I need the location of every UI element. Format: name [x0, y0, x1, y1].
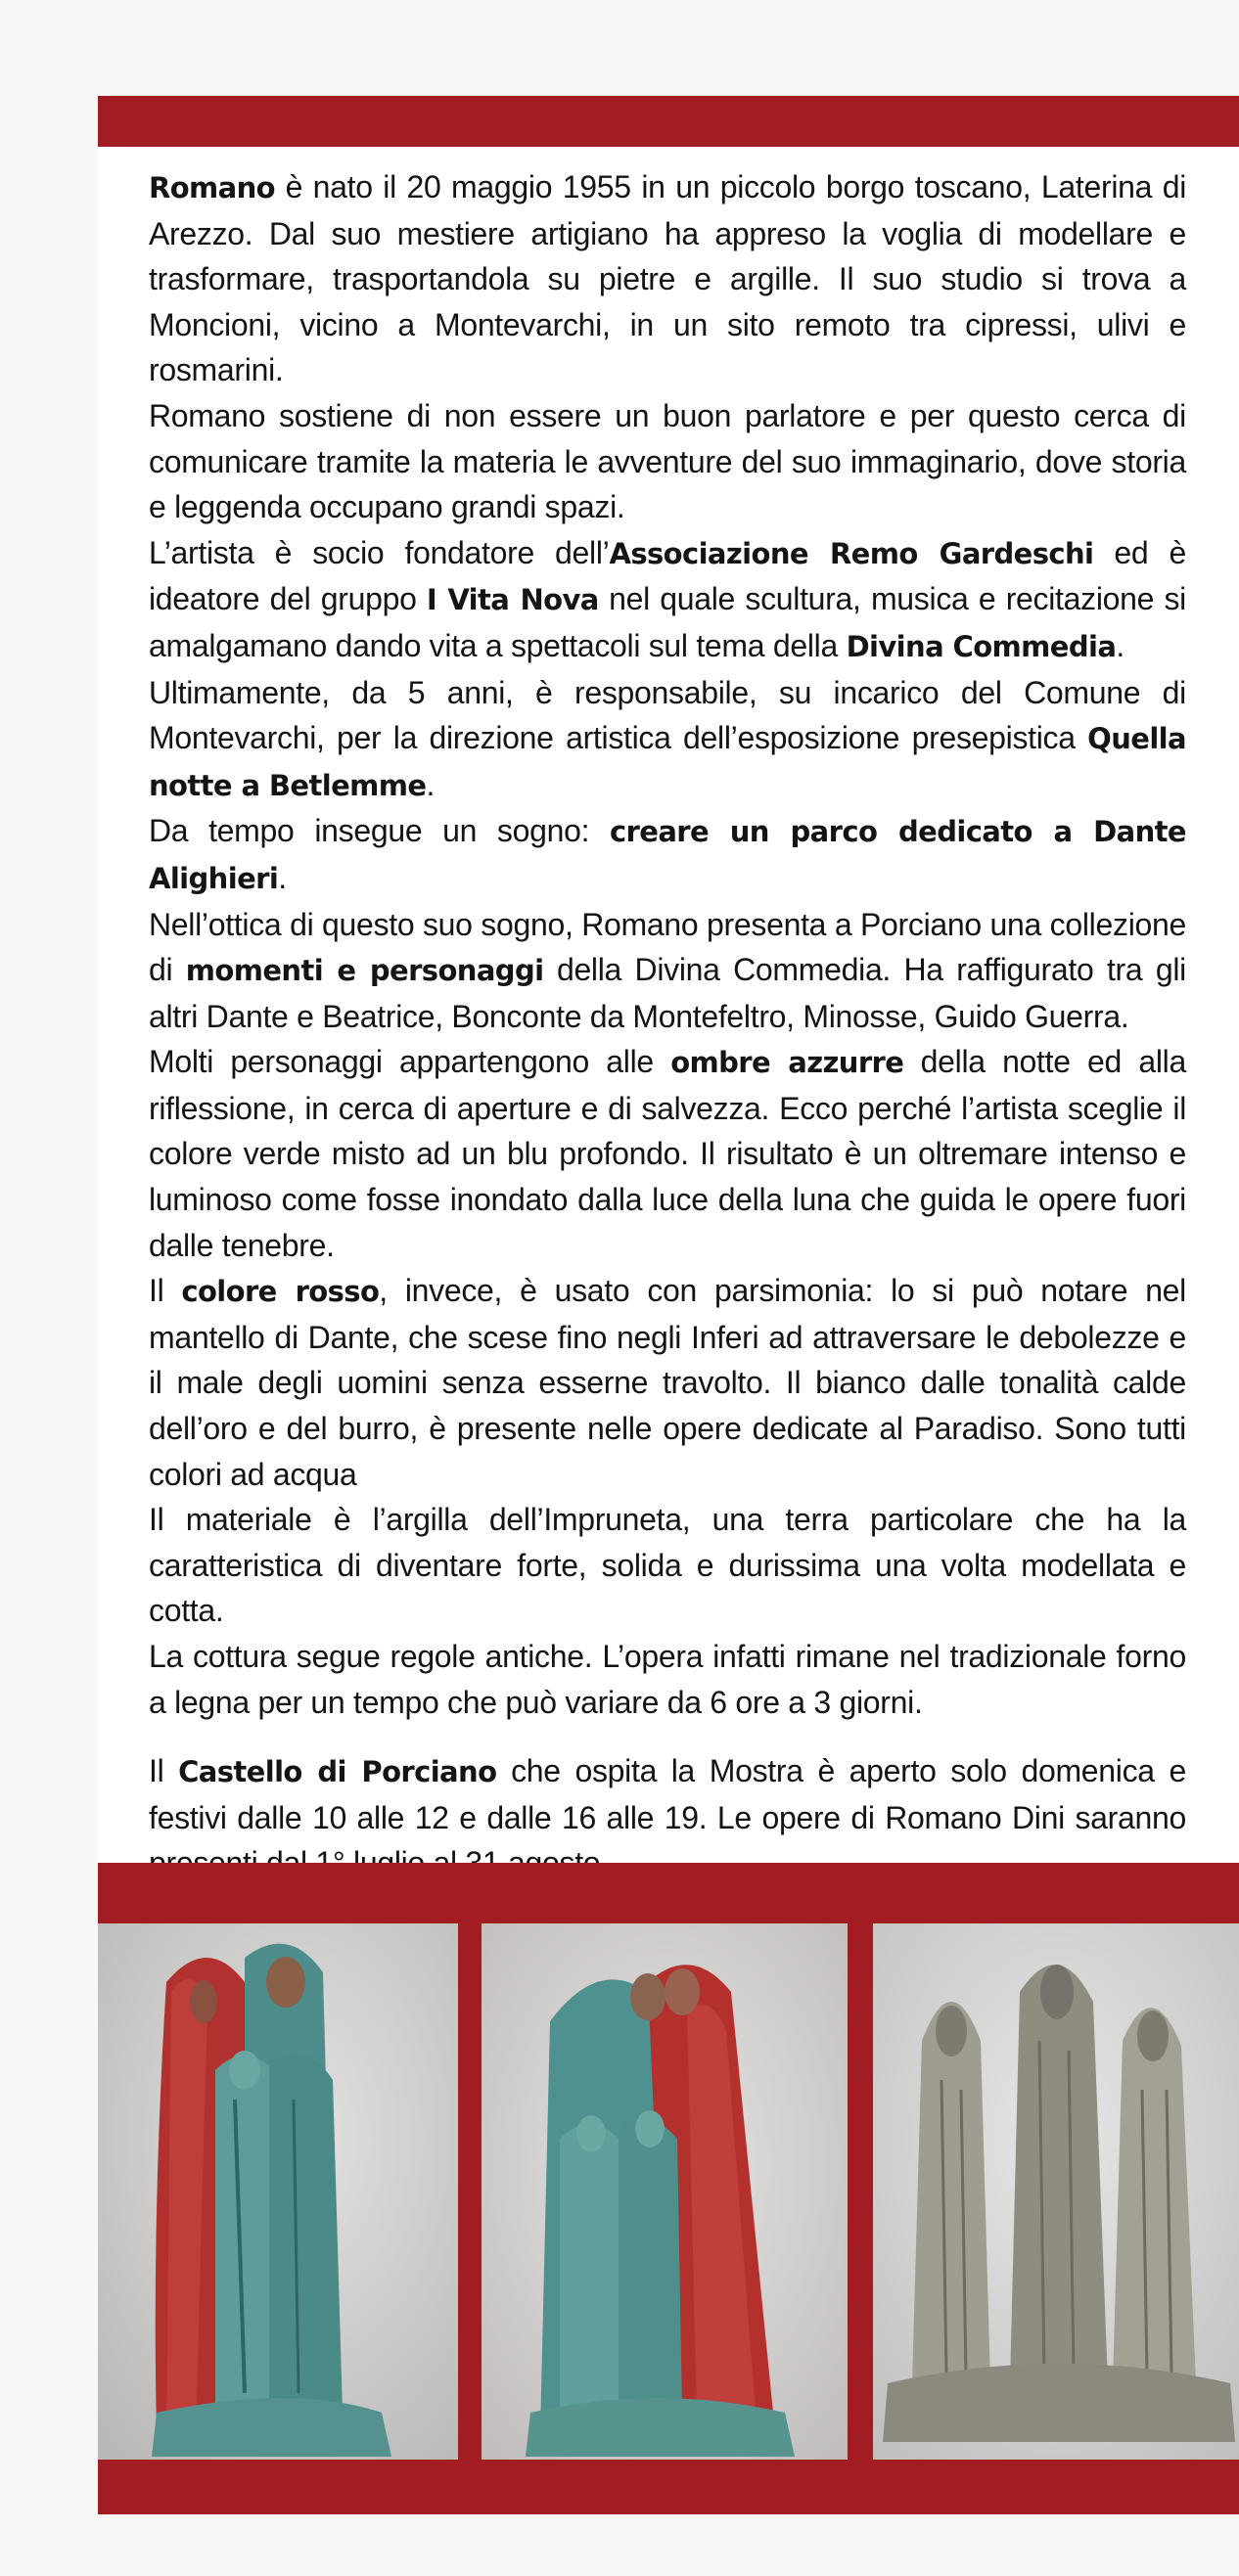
sculpture-photo-2: [482, 1923, 848, 2460]
text-run: Il materiale è l’argilla dell’Impruneta, una terra particolare che ha la caratteristica di diventare forte, solida e durissima una volta modellata e cotta.: [149, 1502, 1186, 1629]
text-run: che ospita la Mostra è aperto solo domenica e festivi dalle 10 alle 12 e dalle 16 alle 19. Le opere di Romano Dini saranno: [149, 1753, 1186, 1835]
paragraph: [149, 1268, 1186, 1497]
text-run: , invece, è usato con parsimonia: lo si può notare nel mantello di Dante, che scese fino negli Inferi ad attraversare le debolezze e il male degli uomini senza esserne travolto. Il bianco dalle tonalità calde dell’oro e del burro, è presente nelle opere dedicate al Paradiso. Sono tutti colori ad acqua: [149, 1273, 1186, 1492]
bold-text: colore rosso: [181, 1275, 380, 1309]
text-run: Il: [149, 1273, 182, 1309]
bold-text: Castello di Porciano: [178, 1755, 497, 1789]
photo-band: [98, 1863, 1239, 2514]
text-run: nel quale scultura, musica e recitazione si amalgamano dando vita a spettacoli sul tema della: [149, 581, 1186, 663]
paragraph: [149, 393, 1186, 530]
text-run: .: [1116, 627, 1124, 663]
text-run: della notte ed alla riflessione, in cerca di aperture e di salvezza. Ecco perché l’artista sceglie il colore verde misto ad un blu profondo. Il risultato è un oltremare intenso e luminoso come fosse inondato dalla luce della luna che guida le opere fuori dalle tenebre.: [149, 1044, 1186, 1263]
paragraph: [149, 902, 1186, 1040]
bold-text: Romano: [149, 171, 276, 204]
biography-text: [149, 164, 1186, 1977]
bold-text: Divina Commedia: [846, 629, 1117, 663]
flyer-page: [98, 96, 1239, 2514]
top-red-band: [98, 96, 1239, 147]
bold-text: I Vita Nova: [426, 583, 599, 617]
sculpture-photo-1: [98, 1923, 458, 2460]
paragraph: [149, 1497, 1186, 1634]
text-run: è nato il 20 maggio 1955 in un piccolo borgo toscano, Laterina di Arezzo. Dal suo mestiere artigiano ha appreso la voglia di modellare e trasformare, trasportandola su pietre e argille. Il suo studio si trova a Moncioni, vicino a Montevarchi, in un sito remoto tra cipressi, ulivi e rosmarini.: [149, 169, 1186, 388]
bold-text: creare un parco dedicato a Dante Alighieri: [149, 815, 1187, 895]
text-run: Molti personaggi appartengono alle: [149, 1044, 671, 1080]
paragraph: [149, 1634, 1186, 1725]
text-run: ed è ideatore del gruppo: [149, 534, 1186, 617]
paragraph: [149, 1039, 1186, 1268]
text-run: Ultimamente, da 5 anni, è responsabile, su incarico del Comune di Montevarchi, per la direzione artistica dell’esposizione presepistica: [149, 674, 1186, 756]
sculpture-photo-3: [873, 1923, 1239, 2460]
bold-text: momenti e personaggi: [185, 954, 544, 988]
paragraph: [149, 670, 1186, 809]
bold-text: ombre azzurre: [670, 1046, 904, 1080]
text-run: della Divina Commedia. Ha raffigurato tra gli altri Dante e Beatrice, Bonconte da Montefeltro, Minosse, Guido Guerra.: [149, 952, 1186, 1034]
paragraph: [149, 808, 1186, 901]
text-run: Nell’ottica di questo suo sogno, Romano presenta a Porciano una collezione di: [149, 906, 1186, 988]
text-run: La cottura segue regole antiche. L’opera infatti rimane nel tradizionale forno a legna per un tempo che può variare da 6 ore a 3 giorni.: [149, 1639, 1186, 1720]
text-run: Da tempo insegue un sogno:: [149, 813, 610, 849]
text-run: .: [426, 766, 436, 802]
paragraph: [149, 530, 1186, 670]
bold-text: Quella notte a Betlemme: [149, 722, 1186, 802]
text-run: Romano sostiene di non essere un buon parlatore e per questo cerca di comunicare tramite la materia le avventure del suo immaginario, dove storia e leggenda occupano grandi spazi.: [149, 397, 1186, 525]
text-run: .: [278, 859, 287, 895]
text-run: Il: [149, 1753, 179, 1789]
text-run: L’artista è socio fondatore dell’: [149, 534, 610, 570]
bold-text: Associazione Remo Gardeschi: [609, 536, 1094, 570]
paragraph: [149, 164, 1186, 393]
